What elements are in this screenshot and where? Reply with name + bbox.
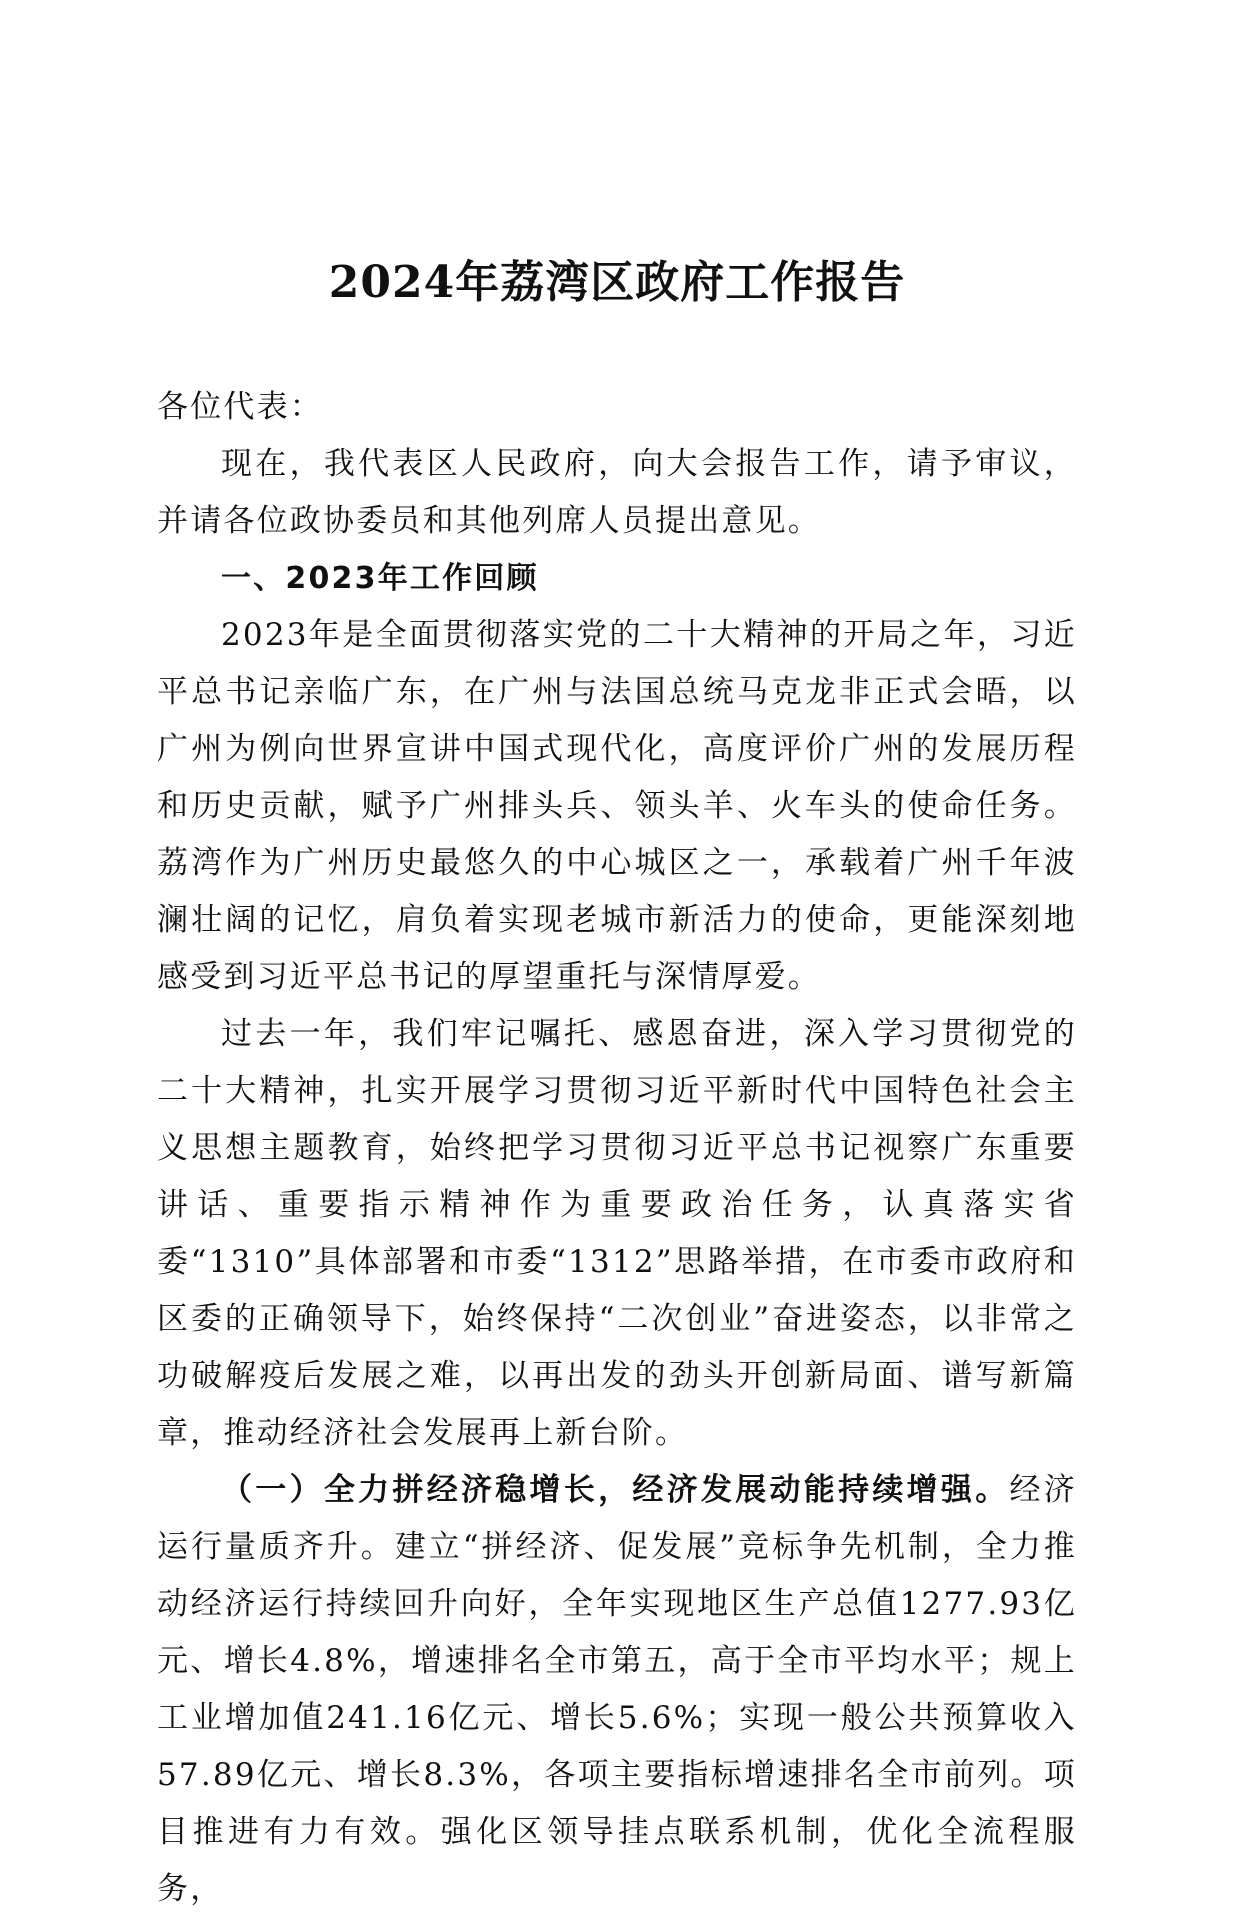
paragraph-past-year: 过去一年，我们牢记嘱托、感恩奋进，深入学习贯彻党的二十大精神，扎实开展学习贯彻习近平新时代中国特色社会主义思想主题教育，始终把学习贯彻习近平总书记视察广东重要讲话、重要指示精神作为重要政治任务，认真落实省委“1310”具体部署和市委“1312”思路举措，在市委市政府和区委的正确领导下，始终保持“二次创业”奋进姿态，以非常之功破解疫后发展之难，以再出发的劲头开创新局面、谱写新篇章，推动经济社会发展再上新台阶。 bbox=[157, 1016, 1077, 1451]
paragraph-economy-body: 经济运行量质齐升。建立“拼经济、促发展”竞标争先机制，全力推动经济运行持续回升向好，全年实现地区生产总值1277.93亿元、增长4.8%，增速排名全市第五，高于全市平均水平；规上工业增加值241.16亿元、增长5.6%；实现一般公共预算收入57.89亿元、增长8.3%，各项主要指标增速排名全市前列。项目推进有力有效。强化区领导挂点联系机制，优化全流程服务， bbox=[157, 1472, 1077, 1907]
salutation: 各位代表： bbox=[157, 389, 323, 425]
paragraph-economy bbox=[157, 1462, 1077, 1918]
section-heading-review: 一、2023年工作回顾 bbox=[221, 561, 539, 596]
paragraph-overview: 2023年是全面贯彻落实党的二十大精神的开局之年，习近平总书记亲临广东，在广州与法国总统马克龙非正式会晤，以广州为例向世界宣讲中国式现代化，高度评价广州的发展历程和历史贡献，赋予广州排头兵、领头羊、火车头的使命任务。荔湾作为广州历史最悠久的中心城区之一，承载着广州千年波澜壮阔的记忆，肩负着实现老城市新活力的使命，更能深刻地感受到习近平总书记的厚望重托与深情厚爱。 bbox=[157, 617, 1077, 995]
intro-paragraph: 现在，我代表区人民政府，向大会报告工作，请予审议，并请各位政协委员和其他列席人员提出意见。 bbox=[157, 446, 1077, 539]
document-page bbox=[157, 255, 1077, 1918]
document-title: 2024年荔湾区政府工作报告 bbox=[328, 257, 906, 308]
subsection-heading-economy: （一）全力拼经济稳增长，经济发展动能持续增强。 bbox=[221, 1472, 1010, 1508]
